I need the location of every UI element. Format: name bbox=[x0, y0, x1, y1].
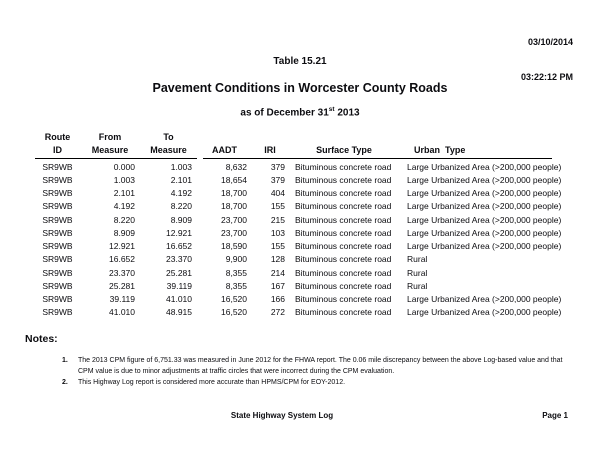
table-cell: Bituminous concrete road bbox=[295, 227, 392, 238]
table-cell: Bituminous concrete road bbox=[295, 241, 392, 252]
print-time: 03:22:12 PM bbox=[520, 71, 573, 82]
table-row bbox=[35, 266, 552, 279]
table-cell: Large Urbanized Area (>200,000 people) bbox=[407, 174, 562, 185]
header-iri bbox=[252, 128, 288, 157]
table-cell: 1.003 bbox=[170, 161, 192, 172]
table-row bbox=[35, 173, 562, 186]
table-cell: 23,700 bbox=[221, 227, 247, 238]
table-cell: 12.921 bbox=[109, 241, 135, 252]
header-rule-right bbox=[203, 158, 552, 159]
note-item bbox=[25, 355, 590, 377]
table-cell: 155 bbox=[270, 201, 285, 212]
table-number: Table 15.21 bbox=[273, 56, 327, 67]
notes-section bbox=[25, 333, 590, 388]
table-cell: 16.652 bbox=[109, 254, 135, 265]
table-cell: SR9WB bbox=[42, 214, 73, 225]
table-cell: SR9WB bbox=[42, 294, 73, 305]
table-cell: 18,700 bbox=[221, 201, 247, 212]
table-cell: SR9WB bbox=[42, 267, 73, 278]
header-line: Urban Type bbox=[414, 145, 466, 155]
table-cell: 16,520 bbox=[221, 307, 247, 318]
table-cell: Rural bbox=[407, 280, 428, 291]
table-row bbox=[35, 253, 552, 266]
table-body bbox=[35, 160, 562, 319]
footer-page-number: Page 1 bbox=[542, 411, 568, 420]
header-from-measure bbox=[80, 128, 140, 157]
table-cell: Large Urbanized Area (>200,000 people) bbox=[407, 161, 562, 172]
table-cell: Bituminous concrete road bbox=[295, 294, 392, 305]
table-cell: Large Urbanized Area (>200,000 people) bbox=[407, 307, 562, 318]
table-cell: Bituminous concrete road bbox=[295, 280, 392, 291]
table-row bbox=[35, 160, 562, 173]
table-cell: 0.000 bbox=[113, 161, 135, 172]
page-title: Pavement Conditions in Worcester County Roads bbox=[152, 81, 448, 95]
header-rule-left bbox=[35, 158, 197, 159]
table-cell: Bituminous concrete road bbox=[295, 254, 392, 265]
table-cell: 2.101 bbox=[113, 188, 135, 199]
table-cell: 25.281 bbox=[109, 280, 135, 291]
subtitle-superscript: st bbox=[328, 106, 335, 113]
table-cell: 18,654 bbox=[221, 174, 247, 185]
header-urban-type bbox=[400, 128, 552, 157]
table-cell: Rural bbox=[407, 267, 428, 278]
table-row bbox=[35, 279, 552, 292]
table-cell: 404 bbox=[270, 188, 285, 199]
table-cell: 12.921 bbox=[166, 227, 192, 238]
table-row bbox=[35, 213, 562, 226]
table-cell: 166 bbox=[270, 294, 285, 305]
header-route-id bbox=[35, 128, 80, 157]
table-cell: SR9WB bbox=[42, 307, 73, 318]
table-cell: 167 bbox=[270, 280, 285, 291]
page-subtitle bbox=[0, 106, 600, 118]
table-cell: Large Urbanized Area (>200,000 people) bbox=[407, 201, 562, 212]
table-cell: 8,632 bbox=[225, 161, 247, 172]
table-cell: 128 bbox=[270, 254, 285, 265]
table-cell: 379 bbox=[270, 174, 285, 185]
table-cell: Bituminous concrete road bbox=[295, 161, 392, 172]
header-aadt bbox=[197, 128, 252, 157]
table-cell: 1.003 bbox=[113, 174, 135, 185]
table-cell: 4.192 bbox=[170, 188, 192, 199]
table-row bbox=[35, 226, 562, 239]
table-cell: Bituminous concrete road bbox=[295, 267, 392, 278]
header-line: Measure bbox=[91, 145, 129, 155]
table-cell: Large Urbanized Area (>200,000 people) bbox=[407, 227, 562, 238]
table-cell: SR9WB bbox=[42, 227, 73, 238]
header-surface-type bbox=[288, 128, 400, 157]
page-footer bbox=[0, 411, 600, 425]
table-cell: Rural bbox=[407, 254, 428, 265]
table-row bbox=[35, 293, 562, 306]
notes-list bbox=[25, 355, 590, 388]
note-item bbox=[25, 377, 590, 388]
table-cell: 215 bbox=[270, 214, 285, 225]
table-cell: Bituminous concrete road bbox=[295, 188, 392, 199]
table-row bbox=[35, 187, 562, 200]
table-cell: SR9WB bbox=[42, 174, 73, 185]
header-line: Surface Type bbox=[316, 145, 372, 155]
table-cell: 4.192 bbox=[113, 201, 135, 212]
table-cell: SR9WB bbox=[42, 254, 73, 265]
table-cell: 8.909 bbox=[113, 227, 135, 238]
table-cell: SR9WB bbox=[42, 280, 73, 291]
table-row bbox=[35, 240, 562, 253]
table-cell: 39.119 bbox=[109, 294, 135, 305]
table-cell: SR9WB bbox=[42, 241, 73, 252]
print-date: 03/10/2014 bbox=[527, 37, 573, 47]
subtitle-suffix: 2013 bbox=[334, 107, 360, 119]
table-cell: 39.119 bbox=[166, 280, 192, 291]
table-cell: Large Urbanized Area (>200,000 people) bbox=[407, 294, 562, 305]
table-cell: 23,700 bbox=[221, 214, 247, 225]
table-cell: SR9WB bbox=[42, 201, 73, 212]
table-cell: 41.010 bbox=[166, 294, 192, 305]
table-cell: Large Urbanized Area (>200,000 people) bbox=[407, 188, 562, 199]
table-cell: Bituminous concrete road bbox=[295, 201, 392, 212]
table-cell: 8.220 bbox=[113, 214, 135, 225]
subtitle-prefix: as of December 31 bbox=[240, 107, 329, 119]
table-cell: 18,590 bbox=[221, 241, 247, 252]
table-cell: 16.652 bbox=[166, 241, 192, 252]
table-cell: 272 bbox=[270, 307, 285, 318]
table-cell: 23.370 bbox=[109, 267, 135, 278]
table-cell: 8,355 bbox=[225, 267, 247, 278]
table-row bbox=[35, 306, 562, 319]
table-cell: 8,355 bbox=[225, 280, 247, 291]
table-row bbox=[35, 200, 562, 213]
table-cell: 16,520 bbox=[221, 294, 247, 305]
pavement-table bbox=[35, 128, 562, 319]
table-cell: Bituminous concrete road bbox=[295, 307, 392, 318]
table-cell: SR9WB bbox=[42, 188, 73, 199]
table-cell: 155 bbox=[270, 241, 285, 252]
note-number: 1. bbox=[62, 357, 68, 364]
header-line: Route bbox=[44, 132, 71, 142]
header-line: To bbox=[163, 132, 174, 142]
table-cell: 9,900 bbox=[225, 254, 247, 265]
table-cell: 48.915 bbox=[166, 307, 192, 318]
note-number: 2. bbox=[62, 379, 68, 386]
table-cell: 41.010 bbox=[109, 307, 135, 318]
table-cell: Bituminous concrete road bbox=[295, 214, 392, 225]
table-cell: 103 bbox=[270, 227, 285, 238]
table-cell: Large Urbanized Area (>200,000 people) bbox=[407, 241, 562, 252]
table-cell: 18,700 bbox=[221, 188, 247, 199]
table-cell: 379 bbox=[270, 161, 285, 172]
table-cell: Bituminous concrete road bbox=[295, 174, 392, 185]
notes-heading: Notes: bbox=[25, 333, 58, 345]
table-cell: SR9WB bbox=[42, 161, 73, 172]
table-header-row bbox=[35, 128, 552, 157]
footer-report-name: State Highway System Log bbox=[230, 411, 334, 420]
note-text: This Highway Log report is considered more accurate than HPMS/CPM for EOY-2012. bbox=[78, 379, 346, 386]
header-line: Measure bbox=[150, 145, 187, 155]
header-line: ID bbox=[53, 145, 62, 155]
table-cell: 8.220 bbox=[170, 201, 192, 212]
note-text: The 2013 CPM figure of 6,751.33 was measured in June 2012 for the FHWA report. The 0.06 mile discrepancy between the above Log-based value and that CPM value is due to minor adjustments at traffic circles that were incorrect during the CPM evaluation. bbox=[78, 357, 563, 375]
table-cell: Large Urbanized Area (>200,000 people) bbox=[407, 214, 562, 225]
table-cell: 8.909 bbox=[170, 214, 192, 225]
table-cell: 214 bbox=[270, 267, 285, 278]
header-to-measure bbox=[140, 128, 197, 157]
header-line: From bbox=[98, 132, 122, 142]
header-line: IRI bbox=[264, 145, 276, 155]
table-cell: 25.281 bbox=[166, 267, 192, 278]
header-line: AADT bbox=[212, 145, 237, 155]
table-cell: 2.101 bbox=[170, 174, 192, 185]
table-cell: 23.370 bbox=[166, 254, 192, 265]
